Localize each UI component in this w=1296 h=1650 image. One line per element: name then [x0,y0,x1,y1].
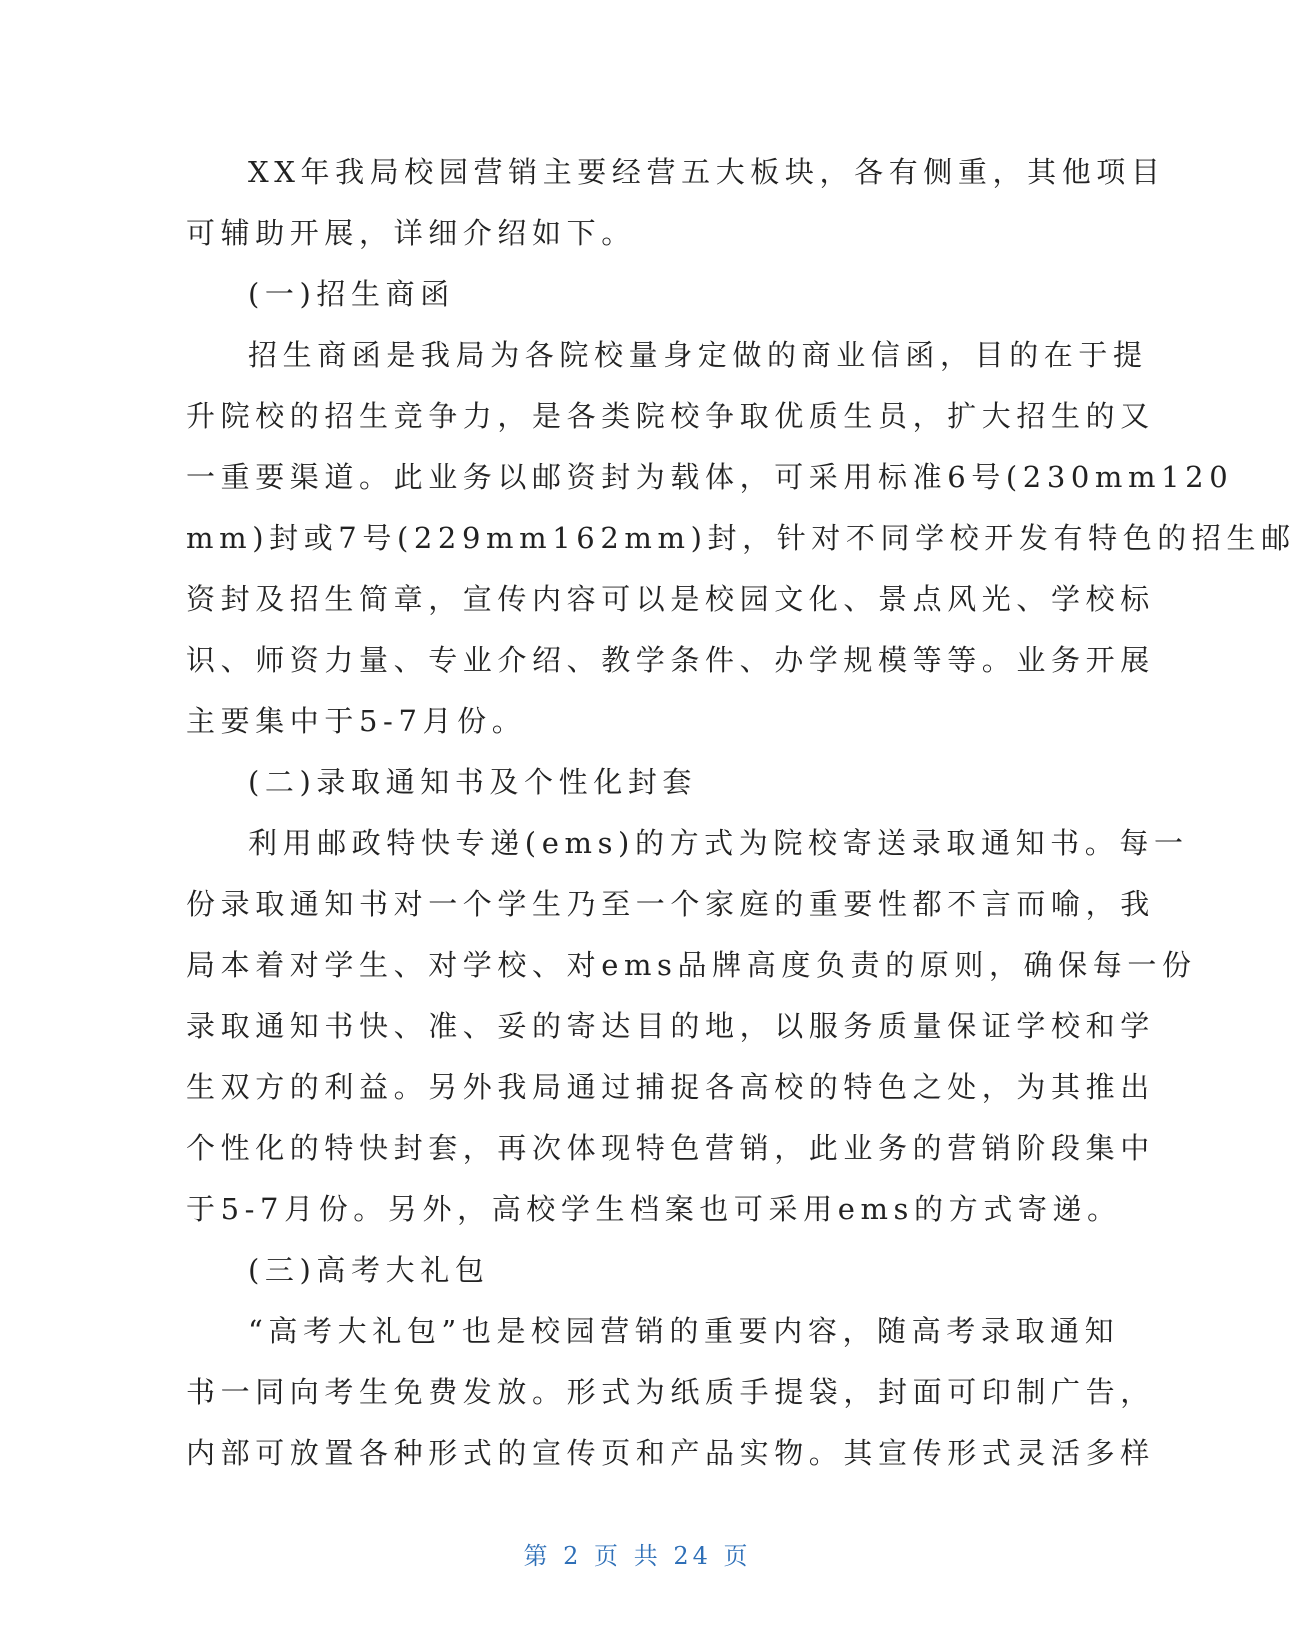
text-line: 升院校的招生竞争力，是各类院校争取优质生员，扩大招生的又 [186,399,1155,433]
section-heading-2 [186,752,1058,813]
section-heading-3 [186,1240,1058,1301]
text-line: 于5-7月份。另外，高校学生档案也可采用ems的方式寄递。 [186,1192,1122,1226]
footer-word-ye2: 页 [723,1542,752,1570]
text-line: 可辅助开展，详细介绍如下。 [186,216,636,250]
text-line: 份录取通知书对一个学生乃至一个家庭的重要性都不言而喻，我 [186,887,1155,921]
page-footer [0,1536,1275,1571]
text-line: 书一同向考生免费发放。形式为纸质手提袋，封面可印制广告， [186,1375,1155,1409]
heading-text: (一)招生商函 [248,277,455,311]
text-line: 主要集中于5-7月份。 [186,704,527,738]
text-line: 局本着对学生、对学校、对ems品牌高度负责的原则，确保每一份 [186,948,1197,982]
footer-word-gong: 共 [633,1542,662,1570]
text-line: 招生商函是我局为各院校量身定做的商业信函，目的在于提 [248,338,1148,372]
heading-text: (二)录取通知书及个性化封套 [248,765,698,799]
footer-current-page: 2 [563,1542,583,1570]
paragraph-intro [186,142,1166,264]
footer-word-di: 第 [523,1542,552,1570]
document-body [186,142,1296,1484]
section-heading-1 [186,264,1058,325]
text-line: 个性化的特快封套，再次体现特色营销，此业务的营销阶段集中 [186,1131,1155,1165]
footer-word-ye: 页 [594,1542,623,1570]
text-line: 资封及招生简章，宣传内容可以是校园文化、景点风光、学校标 [186,582,1155,616]
text-line: 生双方的利益。另外我局通过捕捉各高校的特色之处，为其推出 [186,1070,1155,1104]
text-line: 录取通知书快、准、妥的寄达目的地，以服务质量保证学校和学 [186,1009,1155,1043]
text-line: mm)封或7号(229mm162mm)封，针对不同学校开发有特色的招生邮 [186,521,1296,555]
footer-total-pages: 24 [673,1542,712,1570]
paragraph-section-3 [186,1301,1155,1484]
paragraph-section-1 [186,325,1296,752]
text-line: 内部可放置各种形式的宣传页和产品实物。其宣传形式灵活多样 [186,1436,1155,1470]
text-line: “高考大礼包”也是校园营销的重要内容，随高考录取通知 [248,1314,1120,1348]
text-line: 利用邮政特快专递(ems)的方式为院校寄送录取通知书。每一 [248,826,1189,860]
heading-text: (三)高考大礼包 [248,1253,490,1287]
text-line: XX年我局校园营销主要经营五大板块，各有侧重，其他项目 [248,155,1166,189]
text-line: 一重要渠道。此业务以邮资封为载体，可采用标准6号(230mm120 [186,460,1234,494]
paragraph-section-2 [186,813,1197,1240]
text-line: 识、师资力量、专业介绍、教学条件、办学规模等等。业务开展 [186,643,1155,677]
